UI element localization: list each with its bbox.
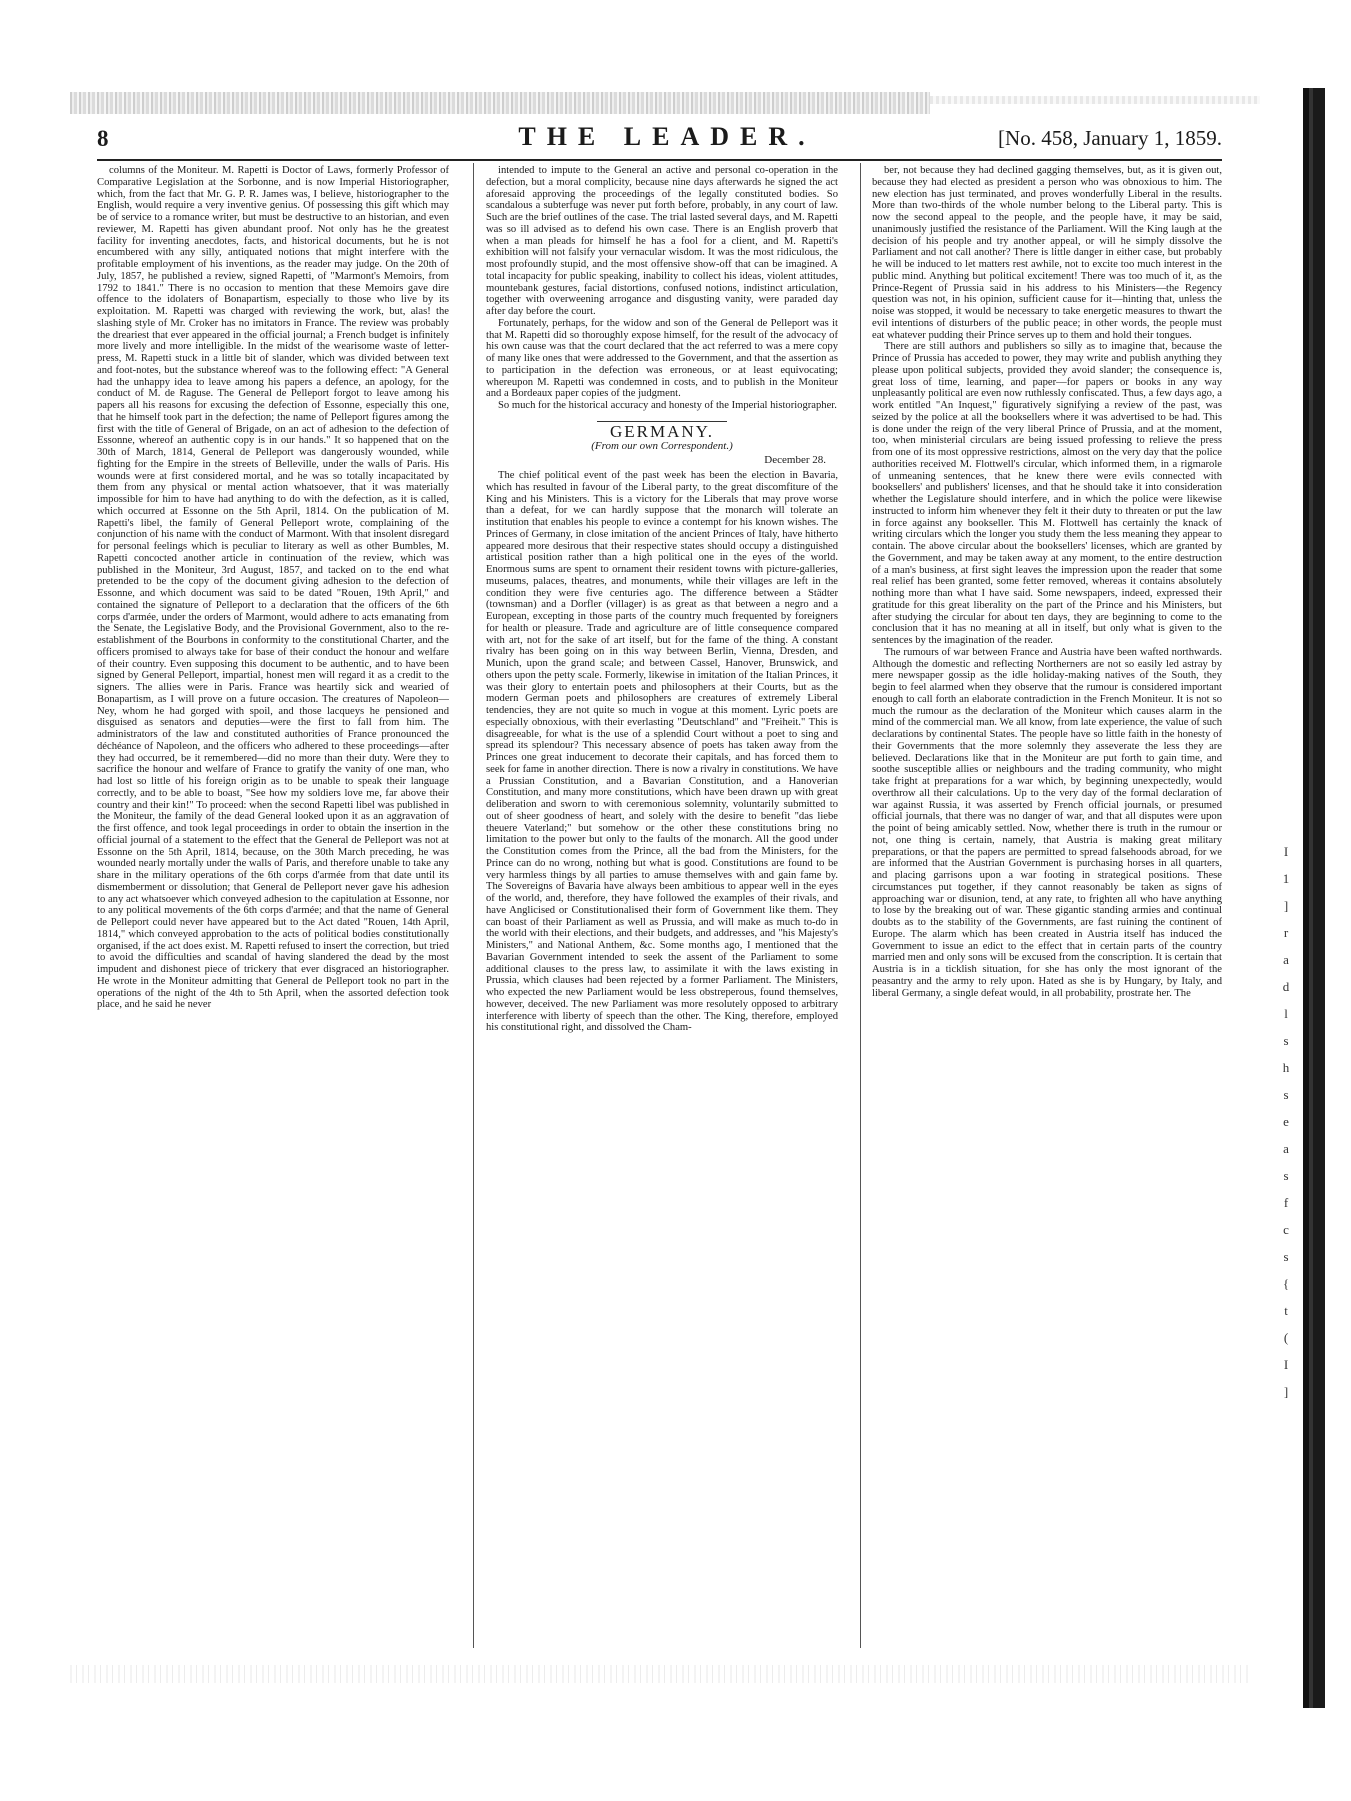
margin-fragment: (	[1283, 1330, 1289, 1345]
column-3-paragraph: There are still authors and publishers so silly as to imagine that, because the Prince of Prussia has acceded to power, they may write and publish anything they please upon political subjects, provided they avoid slander; the consequence is, great loss of time, learning, and paper—for papers or books in any way unpleasantly political are even now ruthlessly confiscated. Thus, a few days ago, a work entitled "An Inquest," figuratively signifying a review of the past, was seized by the police at all the booksellers where it was advertised to be had. This is done under the reign of the very liberal Prince of Prussia, and at the moment, too, when ministerial circulars are being issued professing to relieve the press from one of its most oppressive restrictions, almost on the very day that the police authorities received M. Flottwell's circular, which informed them, in a rigmarole of unmeaning sentences, that he knew there were evils connected with booksellers' and publishers' licenses, and that he should take it into consideration whether the Legislature should interfere, and in which the police were likewise instructed to inform him whenever they felt it their duty to threaten or put the law in force against any bookseller. This M. Flottwell has certainly the knack of writing circulars which the longer you study them the less meaning they appear to contain. The above circular about the booksellers' licenses, which are granted by the Government, and may be taken away at any moment, to the entire destruction of a man's business, at first sight leaves the impression upon the reader that some real relief has been granted, some fetter removed, whereas it contains absolutely nothing more than what I have said. Some newspapers, indeed, expressed their gratitude for this great liberality on the part of the Prince and his Ministers, but after studying the circular for about ten days, they are beginning to come to the conclusion that it has no meaning at all in itself, but only what is given to the sentences by the imagination of the reader.	[872, 341, 1222, 646]
scan-artifact-top	[70, 92, 930, 114]
margin-fragment: I	[1283, 1357, 1289, 1372]
margin-fragment: d	[1282, 979, 1290, 994]
column-1-paragraph: columns of the Moniteur. M. Rapetti is Doctor of Laws, formerly Professor of Comparative Legislation at the Sorbonne, and is now Imperial Historiographer, which, from the fact that Mr. G. P. R. James was, I believe, historiographer to the English, would require a very inventive genius. Of possessing this gift which may be of service to a romance writer, but must be destructive to an historian, and even reviewer, M. Rapetti has given abundant proof. Not only has he the greatest facility for inventing anecdotes, facts, and historical documents, but he is not encumbered with any silly, antiquated notions that might interfere with the profitable employment of his inventions, as the reader may judge. On the 20th of July, 1857, he published a review, signed Rapetti, of "Marmont's Memoirs, from 1792 to 1841." There is no occasion to mention that these Memoirs gave dire offence to the idolaters of Bonapartism, especially to those who live by its exploitation. M. Rapetti was charged with reviewing the work, but, alas! the slashing style of Mr. Croker has no imitators in France. The review was probably the dreariest that ever appeared in the official journal; a French budget is infinitely more lively and more intelligible. In the midst of the wearisome waste of letter-press, M. Rapetti stuck in a little bit of slander, which was divided between text and foot-notes, but the substance whereof was to the following effect: "A General had the unhappy idea to leave among his papers a defence, an apology, for the conduct of M. de Raguse. The General de Pelleport forgot to leave among his papers all his reasons for excusing the defection of Essonne, especially this one, that he himself took part in the defection; the name of Pelleport figures among the first with the title of General of Brigade, on an act of adhesion to the defection of Essonne, whereof an authentic copy is in our hands." It so happened that on the 30th of March, 1814, General de Pelleport was dangerously wounded, while fighting for the Empire in the streets of Belleville, under the walls of Paris. His wounds were at first considered mortal, and he was so totally incapacitated by them from any physical or mental action whatsoever, that it was materially impossible for him to have had anything to do with the defection, as it is called, which occurred at Essonne on the 5th April, 1814. On the publication of M. Rapetti's libel, the family of General Pelleport wrote, complaining of the conjunction of his name with the conduct of Marmont. With that insolent disregard for personal feelings which is peculiar to literary as well as other Bumbles, M. Rapetti concocted another article in continuation of the review, which was published in the Moniteur, 3rd August, 1857, and tacked on to the end what pretended to be the copy of the document giving adhesion to the defection of Essonne, and which document was said to be dated "Rouen, 19th April," and contained the signature of Pelleport to a declaration that the officers of the 6th corps d'armée, under the orders of Marmont, would adhere to acts emanating from the Senate, the Legislative Body, and the Provisional Government, also to the re-establishment of the Bourbons in conformity to the constitutional Charter, and the officers promised to always take for base of their conduct the honour and welfare of their country. Even supposing this document to be authentic, and to have been signed by General Pelleport, impartial, honest men will regard it as a credit to the signers. The allies were in Paris. France was heartily sick and wearied of Bonapartism, as I will prove on a future occasion. The creatures of Napoleon—Ney, whom he had gorged with spoil, and those lacqueys he pensioned and disguised as senators and deputies—were the first to fall from him. The administrators of the law and constituted authorities of France pronounced the déchéance of Napoleon, and the officers who adhered to these proceedings—after they had occurred, be it remembered—did no more than their duty. Were they to sacrifice the honour and welfare of France to gratify the vanity of one man, who had lost so little of his foreign origin as to be unable to speak their language correctly, and to be able to boast, "See how my soldiers love me, far above their country and their kin!" To proceed: when the second Rapetti libel was published in the Moniteur, the family of the dead General looked upon it as an aggravation of the first offence, and took legal proceedings in order to obtain the insertion in the official journal of a statement to the effect that the General de Pelleport was not at Essonne on the 5th April, 1814, because, on the 30th March preceding, he was wounded nearly mortally under the walls of Paris, and therefore unable to take any share in the military operations of the 6th corps d'armée from that date until its dismemberment or dissolution; that General de Pelleport never gave his adhesion to any act whatsoever which conveyed adhesion to the capitulation at Essonne, nor to any political movements of the 6th corps d'armée; and that the name of General de Pelleport could never have appeared but to the Act dated "Rouen, 14th April, 1814," which conveyed approbation to the acts of political bodies constitutionally organised, if the act does exist. M. Rapetti refused to insert the correction, but tried to avoid the difficulties and scandal of having slandered the dead by the most impudent and dishonest piece of trickery that ever disgraced an historiographer. He wrote in the Moniteur admitting that General de Pelleport took no part in the operations of the night of the 4th to 5th April, when the assorted defection took place, and he said he never	[97, 165, 449, 1011]
column-3-paragraph: The rumours of war between France and Austria have been wafted northwards. Although the domestic and reflecting Northerners are not so easily led astray by mere newspaper gossip as the idle holiday-making natives of the South, they begin to feel alarmed when they observe that the rumour is considered important enough to call forth an elaborate contradiction in the French Moniteur. It is not so much the rumour as the declaration of the Moniteur which causes alarm in the mind of the commercial man. We all know, from late experience, the value of such declarations by continental States. The people have so little faith in the honesty of their Governments that the more solemnly they asseverate the less they are believed. Declarations like that in the Moniteur are put forth to gain time, and soothe susceptible allies or neighbours and the trading community, who might take fright at preparations for a war which, by beginning unexpectedly, would overthrow all their calculations. Up to the very day of the formal declaration of war against Russia, it was asserted by French official journals, or presumed official journals, that there was no danger of war, and that all disputes were upon the point of being amicably settled. Now, whether there is truth in the rumour or not, one thing is certain, namely, that Austria is making great military preparations, or that the papers are permitted to spread falsehoods abroad, for we are informed that the Austrian Government is purchasing horses in all quarters, and placing garrisons upon a war footing in strategical positions. These circumstances put together, if they cannot reasonably be taken as signs of approaching war or disunion, tend, at any rate, to frighten all who have anything to lose by the breaking out of war. These gigantic standing armies and continual doubts as to the stability of the Governments, are fast ruining the continent of Europe. The alarm which has been created in Austria itself has induced the Government to issue an edict to the effect that in certain parts of the country married men and only sons will be excused from the conscription. It is certain that Austria is in a ticklish situation, for she has only the most ignorant of the peasantry and the army to rely upon. Hated as she is by Hungary, by Italy, and liberal Germany, a single defeat would, in all probability, prostrate her. The	[872, 646, 1222, 999]
column-3	[872, 165, 1222, 1645]
header-rule	[97, 159, 1222, 161]
column-2-paragraph: So much for the historical accuracy and honesty of the Imperial historiographer.	[498, 400, 837, 411]
column-2-paragraph: Fortunately, perhaps, for the widow and son of the General de Pelleport was it that M. Rapetti did so thoroughly expose himself, for the result of the advocacy of his own cause was that the court declared that the act referred to was a mere copy of many like ones that were addressed to the Government, and that the assertion as to participation in the defection was erroneous, or at least equivocating; whereupon M. Rapetti was condemned in costs, and to publish in the Moniteur and a Bordeaux paper copies of the judgment.	[486, 317, 838, 400]
margin-fragment: {	[1282, 1276, 1290, 1291]
margin-fragment: ]	[1283, 898, 1289, 913]
margin-fragment: ]	[1283, 1384, 1289, 1399]
margin-fragment: I	[1283, 844, 1289, 859]
margin-fragment: s	[1283, 1168, 1289, 1183]
column-divider	[473, 163, 474, 1648]
germany-section-heading	[486, 421, 838, 453]
page-header	[97, 122, 1222, 156]
margin-fragment: r	[1283, 925, 1289, 940]
column-2-paragraph: The chief political event of the past week has been the election in Bavaria, which has resulted in favour of the Liberal party, to the great discomfiture of the King and his Ministers. This is a victory for the Liberals that may prove worse than a defeat, for we can hardly suppose that the monarch will tolerate an institution that enables his people to evince a contempt for his known wishes. The Princes of Germany, in close imitation of the ancient Princes of Italy, have hitherto appeared more desirous that their respective states should occupy a distinguished artistical position rather than a high political one in the eyes of the world. Enormous sums are spent to ornament their resident towns with picture-galleries, museums, palaces, theatres, and monuments, while their villages are left in the condition they were five centuries ago. The difference between a Städter (townsman) and a Dorfler (villager) is as great as that between a negro and a European, excepting in those parts of the country much frequented by foreigners for health or pleasure. Trade and agriculture are of little consequence compared with art, not for the sake of art itself, but for the fame of the thing. A constant rivalry has been going on in this way between Berlin, Vienna, Dresden, and Munich, upon the grand scale; and between Cassel, Hanover, Brunswick, and others upon the petty scale. Formerly, likewise in imitation of the Italian Princes, it was their glory to entertain poets and philosophers at their Courts, but as the modern German poets and philosophers are creatures of extremely Liberal tendencies, they are not quite so much in vogue at this moment. Lyric poets are especially obnoxious, with their everlasting "Deutschland" and "Freiheit." This is disagreeable, for what is the use of a splendid Court without a poet to sing and spread its splendour? This necessary absence of poets has taken away from the Princes one great inducement to decorate their capitals, and has forced them to seek for fame in another direction. There is now a rivalry in constitutions. We have a Prussian Constitution, and a Bavarian Constitution, and a Hanoverian Constitution, and many more constitutions, which have been drawn up with great deliberation and sworn to with ceremonious solemnity, voluntarily submitted to out of sheer goodness of heart, and solely with the desire to benefit "das liebe theuere Vaterland;" but somehow or the other these constitutions bring no limitation to the power but only to the faults of the monarch. All the good under the Constitution comes from the Prince, all the bad from the Ministers, for the Prince can do no wrong, nothing but what is good. Constitutions are found to be very harmless things by all parties to amuse themselves with and gain fame by. The Sovereigns of Bavaria have always been ambitious to appear well in the eyes of the world, and, therefore, they have followed the examples of their rivals, and have Anglicised or Constitutionalised their form of Government like them. They can boast of their Parliament as well as Prussia, and will make as much to-do in the world with their elections, and their budgets, and addresses, and "his Majesty's Ministers," and National Anthem, &c. Some months ago, I mentioned that the Bavarian Government intended to seek the assent of the Parliament to some additional clauses to the press law, to assimilate it with the laws existing in Prussia, which clauses had been rejected by a former Parliament. The Ministers, who expected the new Parliament would be less obstreperous, found themselves, however, deceived. The new Parliament was more resolutely opposed to arbitrary interference with liberty of speech than the other. The King, therefore, employed his constitutional right, and dissolved the Cham-	[486, 470, 838, 1034]
margin-fragment: f	[1283, 1195, 1289, 1210]
column-2	[486, 165, 838, 1645]
scan-artifact-bottom	[70, 1665, 1250, 1683]
facing-page-edge	[1265, 88, 1351, 1708]
column-1	[97, 165, 449, 1645]
margin-fragment: c	[1283, 1222, 1289, 1237]
margin-fragment: e	[1283, 1114, 1289, 1129]
margin-fragment: s	[1283, 1249, 1289, 1264]
issue-number: [No. 458, January 1, 1859.	[998, 126, 1222, 150]
page-number: 8	[97, 126, 109, 151]
margin-fragment: 1	[1282, 871, 1290, 886]
section-title: GERMANY.	[609, 421, 714, 441]
masthead-title: THE LEADER.	[518, 122, 816, 151]
column-3-paragraph: ber, not because they had declined gagging themselves, but, as it is given out, because they had elected as president a person who was obnoxious to him. The new election has just terminated, and proves wonderfully Liberal in the results. More than two-thirds of the whole number belong to the Liberal party. This is now the second appeal to the people, and the people have, it may be said, unanimously justified the resistance of the Parliament. Will the King laugh at the decision of his people and try another appeal, or will he simply dissolve the Parliament and not call another? There is little danger in either case, but probably he will be induced to let matters rest awhile, not to excite too much interest in the public mind. Anything but political excitement! There was too much of it, as the Prince-Regent of Prussia said in his address to his Ministers—the Regency question was not, in his opinion, sufficient cause for it—hinting that, unless the noise was stopped, it would be necessary to take energetic measures to thwart the evil intentions of disturbers of the public peace; in other words, the people must eat whatever pudding their Prince serves up to them and hold their tongues.	[872, 165, 1222, 341]
margin-fragment: a	[1283, 1141, 1289, 1156]
column-divider	[860, 163, 861, 1648]
margin-fragment: s	[1283, 1087, 1289, 1102]
margin-fragment: s	[1283, 1033, 1289, 1048]
margin-fragments	[1271, 838, 1301, 1405]
margin-fragment: a	[1283, 952, 1289, 967]
margin-fragment: l	[1284, 1006, 1288, 1021]
section-source: (From our own Correspondent.)	[591, 439, 733, 452]
margin-fragment: h	[1282, 1060, 1290, 1075]
binding-shadow	[1303, 88, 1325, 1708]
column-2-paragraph: intended to impute to the General an active and personal co-operation in the defection, but a moral complicity, because nine days afterwards he signed the act aforesaid approving the proceedings of the legally constituted bodies. So scandalous a subterfuge was never put forth before, probably, in any court of law. Such are the brief outlines of the case. The trial lasted several days, and M. Rapetti was so ill advised as to defend his own case. There is an English proverb that when a man pleads for himself he has a fool for a client, and M. Rapetti's exhibition will not falsify your vernacular wisdom. It was the most ridiculous, the most profoundly stupid, and the most offensive show-off that can be imagined. A total incapacity for public speaking, inability to collect his ideas, violent attitudes, mountebank gestures, facial distortions, confused notions, indistinct articulation, together with overweening arrogance and disgusting vanity, were paraded day after day before the court.	[486, 165, 838, 317]
scan-artifact-top-right	[930, 96, 1260, 104]
margin-fragment: t	[1284, 1303, 1288, 1318]
dateline: December 28.	[764, 454, 826, 467]
